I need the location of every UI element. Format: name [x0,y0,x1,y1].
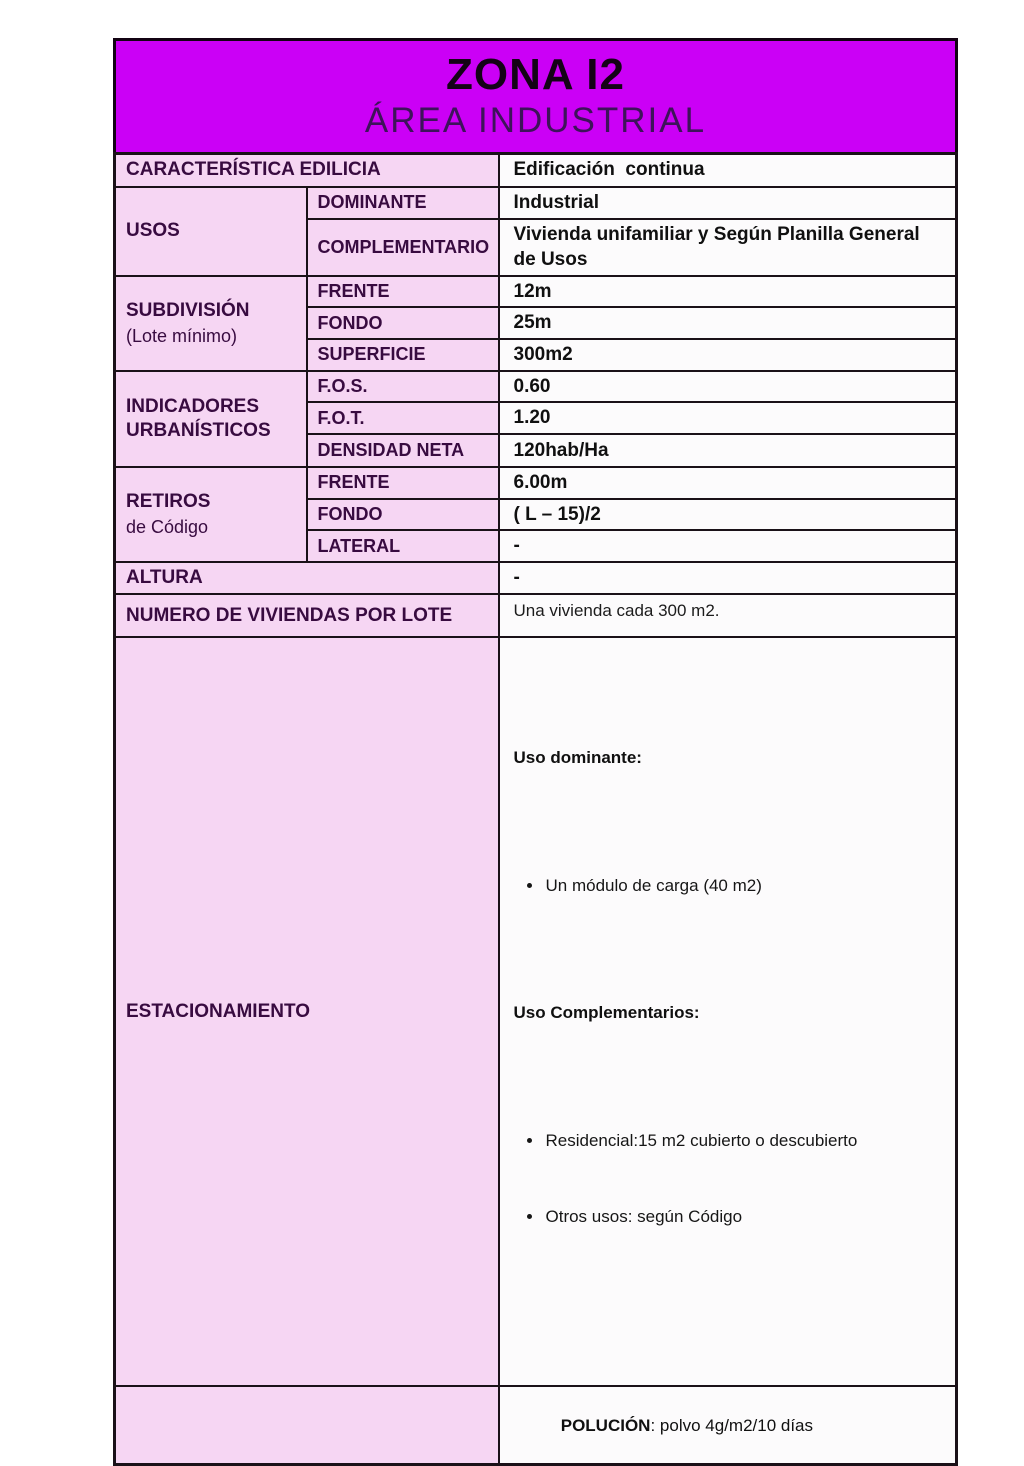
table-row [115,187,957,219]
row-viviendas-label: NUMERO DE VIVIENDAS POR LOTE [115,594,499,637]
page-title: ZONA I2 [446,50,625,100]
table-row [115,371,957,403]
page-subtitle: ÁREA INDUSTRIAL [364,101,707,141]
table-row [115,154,957,187]
group-subdivision-title: SUBDIVISIÓN [126,300,250,322]
row-indicadores-densidad-label: DENSIDAD NETA [307,434,499,467]
group-subdivision-label [115,276,307,371]
row-altura-label: ALTURA [115,562,499,594]
row-indicadores-fot-label: F.O.T. [307,402,499,434]
group-usos-label: USOS [115,187,307,276]
row-caracteristica-label: CARACTERÍSTICA EDILICIA [115,154,499,187]
table-row [115,467,957,499]
zoning-table [113,152,958,1466]
estacionamiento-complementarios-heading: Uso Complementarios: [513,1003,700,1023]
row-subdivision-superficie-label: SUPERFICIE [307,339,499,371]
estacionamiento-complementarios-item: • Residencial:15 m2 cubierto o descubierto [544,1128,948,1154]
row-estacionamiento-label: ESTACIONAMIENTO [115,637,499,1386]
row-retiros-frente-value: 6.00m [499,467,957,499]
row-indicadores-fot-value: 1.20 [499,402,957,434]
row-retiros-lateral-value: - [499,530,957,562]
row-subdivision-frente-value: 12m [499,276,957,308]
row-usos-complementario-value: Vivienda unifamiliar y Según Planilla General de Usos [499,219,957,276]
row-altura-value: - [499,562,957,594]
row-subdivision-fondo-label: FONDO [307,307,499,339]
row-estacionamiento-value [499,637,957,1386]
table-row [115,1386,957,1464]
table-row [115,594,957,637]
row-usos-dominante-label: DOMINANTE [307,187,499,219]
row-retiros-frente-label: FRENTE [307,467,499,499]
zone-header [113,38,958,155]
row-subdivision-fondo-value: 25m [499,307,957,339]
row-viviendas-value: Una vivienda cada 300 m2. [499,594,957,637]
row-usos-complementario-label: COMPLEMENTARIO [307,219,499,276]
group-retiros-title: RETIROS [126,491,211,513]
row-usos-dominante-value: Industrial [499,187,957,219]
group-subdivision-note: (Lote mínimo) [126,325,238,346]
row-retiros-lateral-label: LATERAL [307,530,499,562]
group-retiros-label [115,467,307,562]
group-indicadores-label: INDICADORES URBANÍSTICOS [115,371,307,467]
table-row [115,562,957,594]
row-retiros-fondo-value: ( L – 15)/2 [499,499,957,531]
row-polucion-value [499,1386,957,1464]
row-retiros-fondo-label: FONDO [307,499,499,531]
row-subdivision-frente-label: FRENTE [307,276,499,308]
row-polucion-label-cell [115,1386,499,1464]
table-row [115,276,957,308]
estacionamiento-complementarios-item: • Otros usos: según Código [544,1204,948,1230]
zoning-sheet [113,38,958,1466]
polucion-term: POLUCIÓN [560,1415,651,1435]
row-indicadores-densidad-value: 120hab/Ha [499,434,957,467]
row-indicadores-fos-label: F.O.S. [307,371,499,403]
row-indicadores-fos-value: 0.60 [499,371,957,403]
row-subdivision-superficie-value: 300m2 [499,339,957,371]
row-caracteristica-value: Edificación continua [499,154,957,187]
group-retiros-note: de Código [126,517,209,538]
polucion-text: : polvo 4g/m2/10 días [650,1415,814,1435]
estacionamiento-dominante-heading: Uso dominante: [513,748,642,768]
estacionamiento-dominante-item: • Un módulo de carga (40 m2) [544,873,948,899]
table-row [115,637,957,1386]
